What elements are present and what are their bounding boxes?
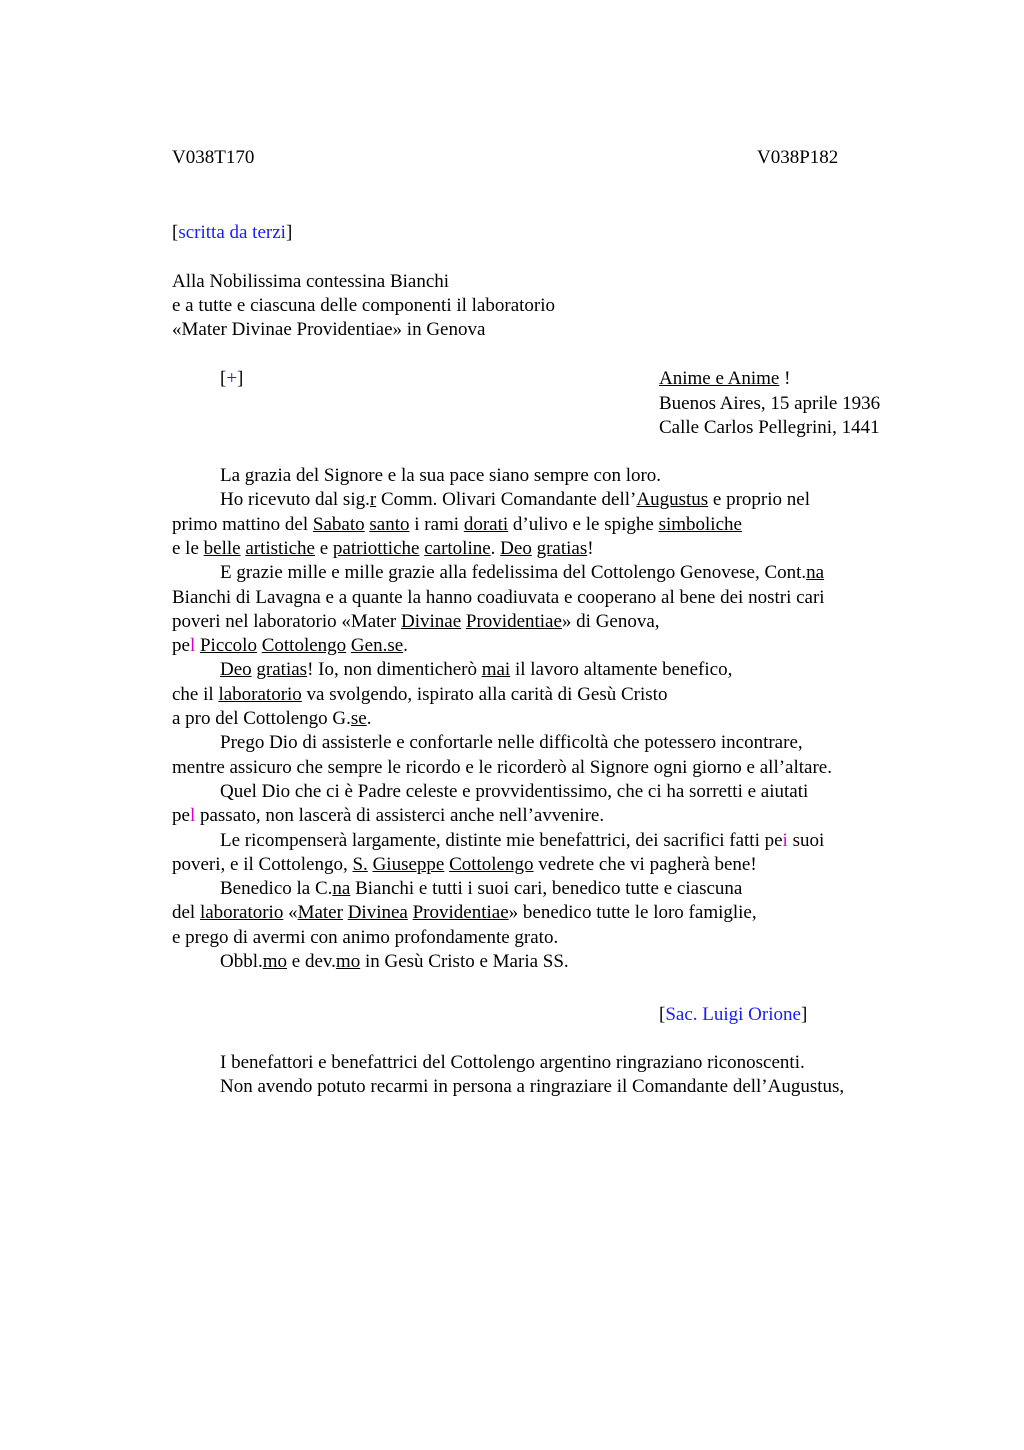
body-line — [172, 780, 808, 804]
address-line: e a tutte e ciascuna delle componenti il laboratorio — [172, 295, 556, 316]
body-line — [172, 586, 825, 610]
text-segment: suoi — [787, 829, 825, 851]
text-segment: e — [314, 537, 333, 559]
body-line — [172, 488, 810, 512]
body-line — [172, 853, 757, 877]
underlined-word: gratias — [256, 659, 308, 681]
motto — [659, 367, 790, 391]
text-segment: . — [403, 635, 408, 657]
bracket-close: ] — [285, 222, 293, 243]
editorial-note — [172, 221, 292, 245]
archive-code-right: V038P182 — [757, 147, 839, 168]
cross-icon: + — [226, 368, 238, 389]
underlined-word: santo — [369, 513, 410, 535]
text-segment: Bianchi di Lavagna e a quante la hanno coadiuvata e cooperano al bene dei nostri cari — [172, 586, 825, 608]
signature — [659, 1003, 807, 1027]
body-line — [172, 561, 824, 585]
text-segment: il lavoro altamente benefico, — [510, 659, 733, 681]
text-segment: E grazie mille e mille grazie alla fedelissima del Cottolengo Genovese, Cont. — [220, 562, 807, 584]
underlined-word: Deo — [220, 659, 252, 681]
underlined-word: Giuseppe — [372, 853, 445, 875]
body-line — [172, 877, 742, 901]
underlined-word: Cottolengo — [261, 635, 347, 657]
text-segment: Obbl. — [220, 951, 263, 972]
text-segment: e dev. — [287, 951, 336, 972]
text-segment: l — [189, 805, 196, 827]
bracket-close: ] — [800, 1004, 808, 1025]
underlined-word: Providentiae — [465, 610, 562, 632]
underlined-word: Mater — [297, 902, 343, 924]
body-line — [172, 537, 594, 561]
underlined-word: gratias — [536, 537, 588, 559]
text-segment: in Gesù Cristo e Maria SS. — [360, 951, 569, 972]
text-segment: La grazia del Signore e la sua pace siano sempre con loro. — [220, 465, 662, 486]
text-segment: d’ulivo e le spighe — [508, 513, 659, 535]
text-segment: e prego di avermi con animo profondamente grato. — [172, 926, 559, 948]
body-line — [172, 634, 408, 658]
text-segment: Le ricompenserà largamente, distinte mie benefattrici, dei sacrifici fatti pe — [220, 829, 783, 851]
text-segment: l — [189, 635, 196, 657]
text-segment: e proprio nel — [708, 489, 810, 511]
street-address: Calle Carlos Pellegrini, 1441 — [659, 417, 880, 438]
text-segment: . — [490, 537, 501, 559]
text-segment: Quel Dio che ci è Padre celeste e provvidentissimo, che ci ha sorretti e aiutati — [220, 780, 809, 802]
body-line — [172, 950, 569, 974]
underlined-word: Piccolo — [199, 635, 257, 657]
body-line — [172, 610, 660, 634]
underlined-word: Cottolengo — [449, 853, 534, 875]
text-segment: ! Io, non dimenticherò — [307, 659, 482, 681]
text-segment: » benedico tutte le loro famiglie, — [508, 902, 757, 924]
underlined-word: cartoline — [424, 537, 491, 559]
place-date: Buenos Aires, 15 aprile 1936 — [659, 393, 881, 414]
underlined-word: dorati — [463, 513, 509, 535]
text-segment: vedrete che vi pagherà bene! — [533, 853, 757, 875]
underlined-word: laboratorio — [199, 902, 284, 924]
underlined-word: mo — [335, 951, 361, 972]
text-segment: primo mattino del — [172, 513, 313, 535]
underlined-word: se — [350, 708, 367, 729]
text-segment: e le — [172, 537, 204, 559]
text-segment: mentre assicuro che sempre le ricordo e le ricorderò al Signore ogni giorno e all’altare. — [172, 756, 832, 778]
text-segment: va svolgendo, ispirato alla carità di Gesù Cristo — [301, 683, 668, 705]
text-segment: Bianchi e tutti i suoi cari, benedico tutte e ciascuna — [350, 878, 743, 900]
bracket-close: ] — [237, 368, 244, 389]
underlined-word: Divinea — [347, 902, 408, 924]
body-line — [172, 804, 604, 828]
body-line — [172, 756, 832, 780]
body-line — [172, 901, 757, 925]
bracket-open: [ — [220, 368, 227, 389]
underlined-word: Deo — [500, 537, 532, 559]
underlined-word: na — [806, 562, 825, 584]
text-segment: pe — [172, 805, 190, 827]
text-segment: poveri nel laboratorio «Mater — [172, 610, 401, 632]
motto-text: Anime e Anime — [659, 368, 780, 389]
text-segment: Benedico la C. — [220, 878, 333, 900]
underlined-word: laboratorio — [218, 683, 302, 705]
underlined-word: S. — [352, 853, 368, 875]
text-segment: Ho ricevuto dal sig. — [220, 489, 370, 511]
underlined-word: na — [332, 878, 351, 900]
editorial-note-text: scritta da terzi — [178, 222, 286, 243]
body-line — [172, 683, 667, 707]
body-line — [172, 513, 742, 537]
text-segment: del — [172, 902, 200, 924]
address-line: «Mater Divinae Providentiae» in Genova — [172, 319, 486, 340]
underlined-word: Augustus — [636, 489, 709, 511]
text-segment: » di Genova, — [561, 610, 660, 632]
underlined-word: mai — [481, 659, 511, 681]
bracket-open: [ — [659, 1004, 666, 1025]
body-line — [172, 464, 661, 488]
text-segment: « — [283, 902, 298, 924]
postscript-line: Non avendo potuto recarmi in persona a ringraziare il Comandante dell’Augustus, — [220, 1076, 845, 1097]
underlined-word: Providentiae — [412, 902, 509, 924]
text-segment: ! — [587, 537, 594, 559]
underlined-word: r — [369, 489, 377, 511]
underlined-word: artistiche — [245, 537, 315, 559]
text-segment: Comm. Olivari Comandante dell’ — [376, 489, 637, 511]
body-line — [172, 707, 371, 731]
text-segment: che il — [172, 683, 219, 705]
underlined-word: Divinae — [400, 610, 462, 632]
text-segment: poveri, e il Cottolengo, — [172, 853, 353, 875]
text-segment: Prego Dio di assisterle e confortarle nelle difficoltà che potessero incontrare, — [220, 732, 803, 754]
underlined-word: mo — [262, 951, 288, 972]
underlined-word: Sabato — [312, 513, 365, 535]
underlined-word: Gen.se — [350, 635, 404, 657]
text-segment: pe — [172, 635, 190, 657]
body-line — [172, 926, 558, 950]
archive-code-left: V038T170 — [172, 147, 255, 168]
body-line — [172, 731, 803, 755]
postscript-line: I benefattori e benefattrici del Cottolengo argentino ringraziano riconoscenti. — [220, 1052, 805, 1073]
underlined-word: simboliche — [658, 513, 742, 535]
bracket-open: [ — [172, 222, 179, 243]
underlined-word: patriottiche — [332, 537, 420, 559]
text-segment: i — [782, 829, 788, 851]
text-segment: passato, non lascerà di assisterci anche nell’avvenire. — [195, 805, 605, 827]
signature-name: Sac. Luigi Orione — [665, 1004, 801, 1025]
text-segment: i rami — [409, 513, 464, 535]
body-line — [172, 658, 732, 682]
text-segment: a pro del Cottolengo G. — [172, 708, 351, 729]
motto-end: ! — [779, 368, 791, 389]
text-segment: . — [366, 708, 372, 729]
body-line — [172, 829, 824, 853]
underlined-word: belle — [203, 537, 241, 559]
address-line: Alla Nobilissima contessina Bianchi — [172, 271, 450, 292]
cross-mark — [220, 367, 243, 391]
